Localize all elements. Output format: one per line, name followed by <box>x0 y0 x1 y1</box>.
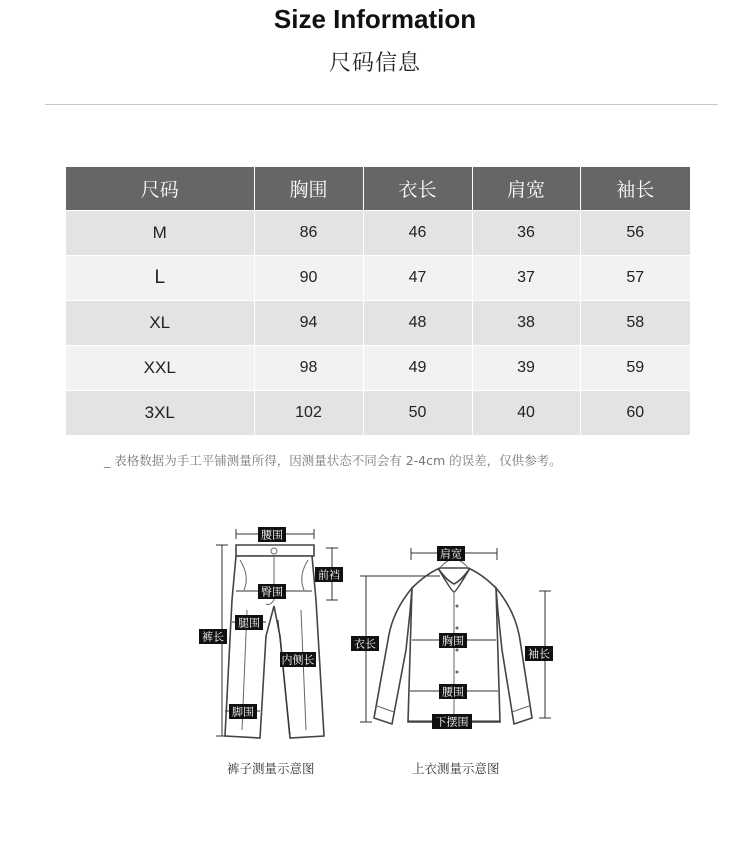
cell-sleeve: 59 <box>580 346 690 391</box>
cell-length: 50 <box>363 391 472 436</box>
cell-sleeve: 58 <box>580 301 690 346</box>
pants-label-inseam <box>280 652 316 667</box>
pants-caption: 裤子测量示意图 <box>227 761 315 776</box>
header-length: 衣长 <box>363 167 472 211</box>
cell-length: 47 <box>363 256 472 301</box>
svg-text:衣长: 衣长 <box>354 637 376 651</box>
shirt-label-length <box>351 636 379 651</box>
pants-label-thigh <box>235 615 263 630</box>
svg-text:裤长: 裤长 <box>202 630 224 644</box>
svg-text:腰围: 腰围 <box>261 528 283 542</box>
cell-shoulder: 36 <box>472 211 580 256</box>
cell-chest: 102 <box>254 391 363 436</box>
cell-size: XXL <box>66 346 254 391</box>
title-english: Size Information <box>273 4 477 34</box>
pants-label-hem <box>229 704 257 719</box>
cell-length: 49 <box>363 346 472 391</box>
cell-shoulder: 40 <box>472 391 580 436</box>
shirt-label-waist <box>439 684 467 699</box>
cell-shoulder: 37 <box>472 256 580 301</box>
cell-sleeve: 56 <box>580 211 690 256</box>
svg-text:下摆围: 下摆围 <box>435 715 469 729</box>
cell-chest: 86 <box>254 211 363 256</box>
svg-text:臀围: 臀围 <box>261 585 283 599</box>
svg-text:内侧长: 内侧长 <box>281 653 315 667</box>
pants-label-front-rise <box>315 567 343 582</box>
shirt-label-hem <box>432 714 472 729</box>
svg-text:腰围: 腰围 <box>442 685 464 699</box>
title-chinese: 尺码信息 <box>328 51 421 76</box>
cell-size: 3XL <box>66 391 254 436</box>
header-sleeve: 袖长 <box>580 167 690 211</box>
svg-text:胸围: 胸围 <box>442 634 464 648</box>
cell-shoulder: 39 <box>472 346 580 391</box>
cell-length: 46 <box>363 211 472 256</box>
pants-label-length <box>199 629 227 644</box>
shirt-label-sleeve <box>525 646 553 661</box>
svg-text:肩宽: 肩宽 <box>440 547 462 561</box>
cell-sleeve: 60 <box>580 391 690 436</box>
cell-size: XL <box>66 301 254 346</box>
cell-size: M <box>66 211 254 256</box>
header-shoulder: 肩宽 <box>472 167 580 211</box>
shirt-caption: 上衣测量示意图 <box>412 761 500 776</box>
header-chest: 胸围 <box>254 167 363 211</box>
cell-size: L <box>66 256 254 301</box>
cell-shoulder: 38 <box>472 301 580 346</box>
svg-text:袖长: 袖长 <box>528 647 550 661</box>
measurement-note: _ 表格数据为手工平铺测量所得，因测量状态不同会有 2-4cm 的误差，仅供参考。 <box>104 453 562 468</box>
pants-label-hip <box>258 584 286 599</box>
header-size: 尺码 <box>66 167 254 211</box>
cell-chest: 90 <box>254 256 363 301</box>
pants-label-waist <box>258 527 286 542</box>
svg-text:脚围: 脚围 <box>232 705 254 719</box>
shirt-label-chest <box>439 633 467 648</box>
cell-chest: 94 <box>254 301 363 346</box>
shirt-label-shoulder <box>437 546 465 561</box>
cell-length: 48 <box>363 301 472 346</box>
svg-text:前裆: 前裆 <box>318 568 340 582</box>
cell-sleeve: 57 <box>580 256 690 301</box>
cell-chest: 98 <box>254 346 363 391</box>
svg-text:腿围: 腿围 <box>238 616 260 630</box>
